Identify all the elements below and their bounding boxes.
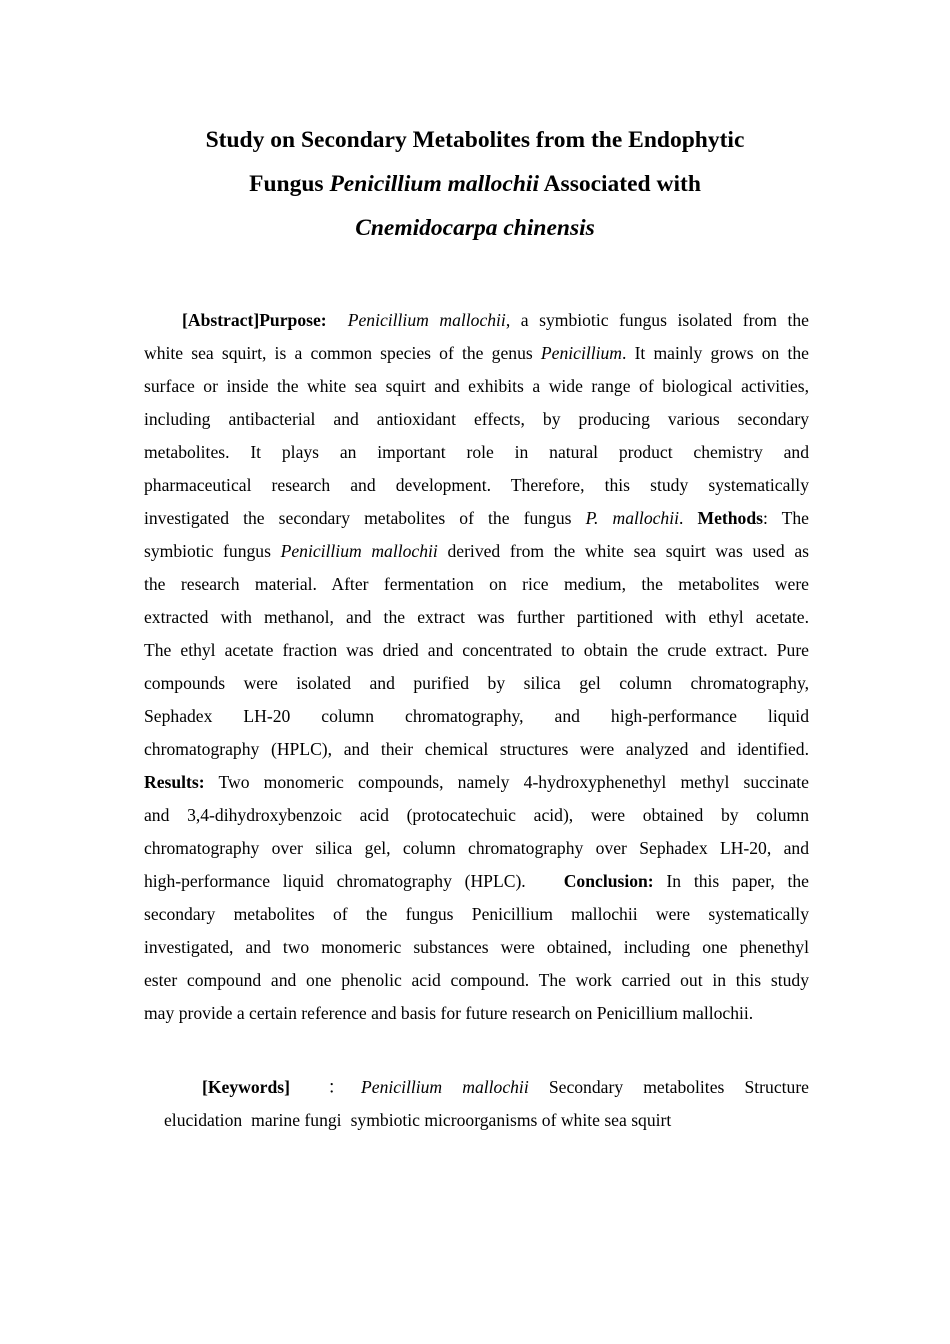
keyword: elucidation: [164, 1110, 243, 1130]
title-line-2: [100, 162, 850, 206]
abstract-line: and 3,4-dihydroxybenzoic acid (protocatechuic acid), were obtained by column: [144, 805, 809, 825]
species-abbrev: P. mallochii: [585, 508, 679, 528]
abstract-line: [144, 766, 809, 799]
keywords-line: [144, 1071, 809, 1104]
abstract-line: The ethyl acetate fraction was dried and concentrated to obtain the crude extract. Pure: [144, 640, 809, 660]
abstract-line: compounds were isolated and purified by silica gel column chromatography,: [144, 673, 809, 693]
methods-label: Methods: [697, 508, 763, 528]
keywords-colon: ：: [311, 1077, 362, 1097]
paper-title: [100, 118, 850, 250]
abstract-text: white sea squirt, is a common species of the genus: [144, 343, 541, 363]
abstract-line: secondary metabolites of the fungus Penicillium mallochii were systematically: [144, 904, 809, 924]
abstract-text: .: [679, 508, 698, 528]
abstract-line: chromatography over silica gel, column chromatography over Sephadex LH-20, and: [144, 838, 809, 858]
abstract-line: metabolites. It plays an important role in natural product chemistry and: [144, 442, 809, 462]
genus-name: Penicillium: [540, 343, 622, 363]
abstract-text: symbiotic fungus: [144, 541, 281, 561]
title-host-species: Cnemidocarpa chinensis: [355, 215, 595, 241]
abstract-text: derived from the white sea squirt was used as: [437, 541, 809, 561]
keywords-section: [144, 1071, 809, 1137]
title-line-1: Study on Secondary Metabolites from the Endophytic: [205, 127, 745, 153]
abstract-text: . It mainly grows on the: [622, 343, 809, 363]
title-text: Fungus: [249, 171, 330, 197]
abstract-line: surface or inside the white sea squirt and exhibits a wide range of biological activities,: [144, 376, 809, 396]
species-name: Penicillium mallochii: [280, 541, 438, 561]
results-label: Results:: [144, 772, 205, 792]
abstract-line: ester compound and one phenolic acid compound. The work carried out in this study: [144, 970, 809, 990]
species-name: Penicillium mallochii: [347, 310, 506, 330]
title-species: Penicillium mallochii: [329, 171, 539, 197]
abstract-line: [144, 304, 809, 337]
abstract-line: the research material. After fermentation on rice medium, the metabolites were: [144, 574, 809, 594]
keyword: Structure: [744, 1077, 809, 1097]
abstract-line: including antibacterial and antioxidant effects, by producing various secondary: [144, 409, 809, 429]
abstract-line: investigated, and two monomeric substances were obtained, including one phenethyl: [144, 937, 809, 957]
abstract-line: pharmaceutical research and development. Therefore, this study systematically: [144, 475, 809, 495]
abstract-line: Sephadex LH-20 column chromatography, and high-performance liquid: [144, 706, 809, 726]
title-text: Associated with: [539, 171, 701, 197]
abstract-section: [144, 304, 809, 1030]
keyword: marine fungi: [251, 1110, 342, 1130]
keyword: Penicillium mallochii: [361, 1077, 529, 1097]
abstract-label: [Abstract]: [182, 310, 260, 330]
keywords-label: [Keywords]: [202, 1077, 290, 1097]
abstract-line: [144, 337, 809, 370]
keywords-line: [144, 1104, 809, 1137]
keyword: Secondary metabolites: [548, 1077, 725, 1097]
abstract-line: [144, 535, 809, 568]
abstract-text: : The: [762, 508, 809, 528]
abstract-text: investigated the secondary metabolites of the fungus: [144, 508, 586, 528]
title-line-3: [100, 206, 850, 250]
abstract-line: [144, 865, 809, 898]
abstract-text: Two monomeric compounds, namely 4-hydroxyphenethyl methyl succinate: [204, 772, 809, 792]
abstract-line: chromatography (HPLC), and their chemical structures were analyzed and identified.: [144, 739, 809, 759]
keyword: symbiotic microorganisms of white sea squirt: [350, 1110, 672, 1130]
abstract-text: high-performance liquid chromatography (HPLC).: [144, 871, 526, 891]
abstract-line: extracted with methanol, and the extract was further partitioned with ethyl acetate.: [144, 607, 809, 627]
conclusion-label: Conclusion:: [563, 871, 654, 891]
abstract-line: may provide a certain reference and basis for future research on Penicillium mallochii.: [144, 1003, 754, 1023]
purpose-label: Purpose:: [259, 310, 327, 330]
abstract-text: , a symbiotic fungus isolated from the: [505, 310, 809, 330]
abstract-line: [144, 502, 809, 535]
abstract-text: In this paper, the: [653, 871, 809, 891]
